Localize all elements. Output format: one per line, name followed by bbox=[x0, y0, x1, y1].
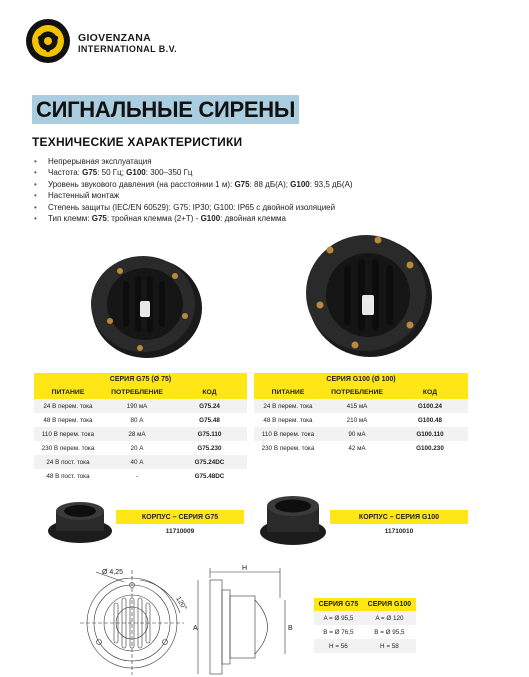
g75-table-cell: 48 В пост. тока bbox=[34, 469, 102, 483]
bullet: • bbox=[34, 179, 37, 189]
bullet: • bbox=[34, 168, 37, 178]
giovenzana-logo bbox=[25, 18, 71, 64]
g75-table-cell: 80 А bbox=[102, 413, 172, 427]
specs-list bbox=[34, 156, 504, 224]
spec-item bbox=[34, 179, 504, 190]
g75-table-cell: 190 мА bbox=[102, 399, 172, 413]
spec-text: G100 bbox=[290, 179, 310, 189]
dims-table-cell: H = 56 bbox=[314, 639, 363, 653]
g75-col-power: ПИТАНИЕ bbox=[34, 386, 102, 399]
g75-table-cell: G75.48 bbox=[172, 413, 247, 427]
spec-text: Настенный монтаж bbox=[48, 191, 120, 201]
spec-text: G100 bbox=[200, 214, 221, 224]
g75-table-cell: 28 мА bbox=[102, 427, 172, 441]
g100-col-consumption: ПОТРЕБЛЕНИЕ bbox=[322, 386, 392, 399]
spec-text: : 93,5 дБ(A) bbox=[309, 179, 353, 189]
g75-table-cell: 110 В перем. тока bbox=[34, 427, 102, 441]
dimensions-table bbox=[314, 598, 416, 653]
g100-table-row bbox=[254, 413, 468, 427]
section-subtitle: ТЕХНИЧЕСКИЕ ХАРАКТЕРИСТИКИ bbox=[32, 135, 243, 149]
g100-table-cell: 42 мА bbox=[322, 441, 392, 455]
g75-table-cell: G75.24DC bbox=[172, 455, 247, 469]
spec-text: : 300–350 Гц bbox=[145, 168, 193, 178]
bullet: • bbox=[34, 157, 37, 166]
g100-table-cell: G100.24 bbox=[392, 399, 468, 413]
g100-series-header: СЕРИЯ G100 (Ø 100) bbox=[254, 373, 468, 386]
g75-table-row bbox=[34, 413, 247, 427]
technical-drawing bbox=[80, 558, 310, 676]
siren-g100-image bbox=[300, 225, 435, 360]
g100-table-row bbox=[254, 441, 468, 455]
g75-table-cell: 48 В перем. тока bbox=[34, 413, 102, 427]
g75-table-cell: 24 В пост. тока bbox=[34, 455, 102, 469]
g100-table-cell: G100.48 bbox=[392, 413, 468, 427]
g75-table-row bbox=[34, 441, 247, 455]
g100-col-power: ПИТАНИЕ bbox=[254, 386, 322, 399]
spec-item bbox=[34, 190, 504, 201]
g75-table-cell: G75.48DC bbox=[172, 469, 247, 483]
housing-g75-image bbox=[46, 497, 114, 545]
spec-item bbox=[34, 156, 504, 167]
dims-table-cell: B = Ø 95,5 bbox=[363, 625, 416, 639]
g100-table-cell: 48 В перем. тока bbox=[254, 413, 322, 427]
g75-table-cell: G75.24 bbox=[172, 399, 247, 413]
dims-col-g100: СЕРИЯ G100 bbox=[363, 598, 416, 611]
g100-table bbox=[254, 373, 468, 455]
g75-col-code: КОД bbox=[172, 386, 247, 399]
spec-text: : 50 Гц; bbox=[97, 168, 127, 178]
spec-text: Непрерывная эксплуатация bbox=[48, 157, 152, 166]
g100-table-cell: G100.110 bbox=[392, 427, 468, 441]
brand-line2: INTERNATIONAL B.V. bbox=[78, 44, 178, 54]
spec-text: Степень защиты (IEC/EN 60529): G75: IP30; G100: IP65 с двойной изоляцией bbox=[48, 202, 336, 212]
spec-text: G75 bbox=[91, 214, 107, 224]
g100-table-cell: 90 мА bbox=[322, 427, 392, 441]
dims-col-g75: СЕРИЯ G75 bbox=[314, 598, 363, 611]
housing-g75-table bbox=[116, 510, 244, 538]
spec-item bbox=[34, 202, 504, 213]
g100-table-cell: 110 В перем. тока bbox=[254, 427, 322, 441]
g100-table-cell: 415 мА bbox=[322, 399, 392, 413]
bullet: • bbox=[34, 202, 37, 212]
housing-g100-table bbox=[330, 510, 468, 538]
dims-table-row bbox=[314, 639, 416, 653]
bullet: • bbox=[34, 191, 37, 201]
spec-item bbox=[34, 213, 504, 224]
drawing-angle-label: 120° bbox=[174, 595, 188, 612]
dims-table-cell: H = 58 bbox=[363, 639, 416, 653]
g75-table-cell: G75.230 bbox=[172, 441, 247, 455]
housing-g75-label: КОРПУС – СЕРИЯ G75 bbox=[116, 510, 244, 524]
dims-table-cell: A = Ø 120 bbox=[363, 611, 416, 625]
spec-text: Тип клемм: bbox=[48, 214, 92, 224]
g75-series-header: СЕРИЯ G75 (Ø 75) bbox=[34, 373, 247, 386]
drawing-hole-label: Ø 4,25 bbox=[102, 569, 124, 576]
spec-text: : тройная клемма (2+T) - bbox=[106, 214, 201, 224]
g75-table-cell: 20 А bbox=[102, 441, 172, 455]
g100-col-code: КОД bbox=[392, 386, 468, 399]
g75-table-cell: 24 В перем. тока bbox=[34, 399, 102, 413]
dims-table-cell: A = Ø 95,5 bbox=[314, 611, 363, 625]
drawing-a-label: A bbox=[193, 625, 198, 632]
g100-table-row bbox=[254, 427, 468, 441]
g75-table-row bbox=[34, 469, 247, 483]
housing-g100-label: КОРПУС – СЕРИЯ G100 bbox=[330, 510, 468, 524]
g75-col-consumption: ПОТРЕБЛЕНИЕ bbox=[102, 386, 172, 399]
g100-table-row bbox=[254, 399, 468, 413]
g100-table-cell: 230 В перем. тока bbox=[254, 441, 322, 455]
g75-table-row bbox=[34, 427, 247, 441]
housing-g100-image bbox=[258, 490, 328, 548]
g75-table-cell: 40 А bbox=[102, 455, 172, 469]
brand-line1: GIOVENZANA bbox=[78, 32, 152, 44]
g75-table-row bbox=[34, 455, 247, 469]
g100-table-cell: G100.230 bbox=[392, 441, 468, 455]
spec-item bbox=[34, 167, 504, 178]
housing-g75-code: 11710009 bbox=[116, 524, 244, 538]
drawing-h-label: H bbox=[242, 565, 248, 572]
spec-text: G75 bbox=[234, 179, 250, 189]
drawing-b-label: B bbox=[288, 625, 293, 632]
g100-table-cell: 210 мА bbox=[322, 413, 392, 427]
housing-g100-code: 11710010 bbox=[330, 524, 468, 538]
g75-table-cell: 230 В перем. тока bbox=[34, 441, 102, 455]
g75-table-row bbox=[34, 399, 247, 413]
dims-table-row bbox=[314, 625, 416, 639]
bullet: • bbox=[34, 214, 37, 224]
spec-text: Уровень звукового давления (на расстоянии 1 м): bbox=[48, 179, 235, 189]
siren-g75-image bbox=[85, 246, 205, 361]
g75-table bbox=[34, 373, 247, 483]
spec-text: Частота: bbox=[48, 168, 83, 178]
g75-table-cell: - bbox=[102, 469, 172, 483]
page-title: СИГНАЛЬНЫЕ СИРЕНЫ bbox=[32, 95, 299, 124]
spec-text: G75 bbox=[82, 168, 98, 178]
g75-table-cell: G75.110 bbox=[172, 427, 247, 441]
spec-text: : двойная клемма bbox=[220, 214, 286, 224]
spec-text: : 88 дБ(A); bbox=[249, 179, 291, 189]
dims-table-cell: B = Ø 76,5 bbox=[314, 625, 363, 639]
g100-table-cell: 24 В перем. тока bbox=[254, 399, 322, 413]
dims-table-row bbox=[314, 611, 416, 625]
spec-text: G100 bbox=[126, 168, 146, 178]
brand-name bbox=[78, 33, 177, 55]
